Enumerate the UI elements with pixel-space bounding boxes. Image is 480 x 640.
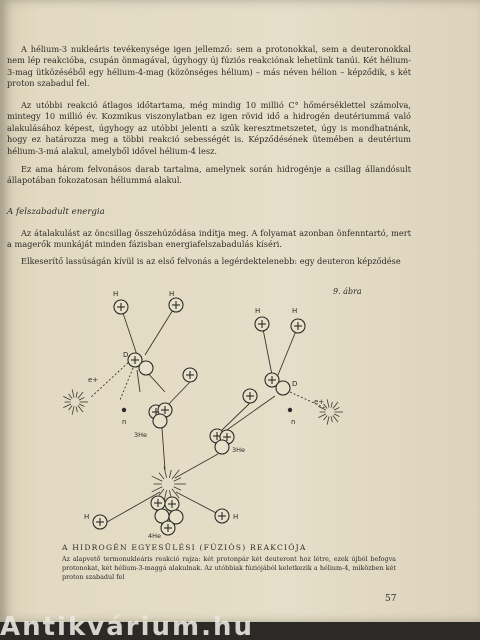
page-number: 57 bbox=[385, 594, 397, 604]
paragraph-3: Ez ama három felvonásos darab tartalma, amelynek során hidrogénje a csillag állandósult állapotában fokozatosan héliummá alakul. bbox=[7, 164, 411, 186]
proton-node bbox=[215, 509, 229, 523]
reaction-path bbox=[175, 454, 218, 478]
hydrogen-label: H bbox=[169, 290, 175, 298]
neutron-node bbox=[276, 381, 290, 395]
proton-node bbox=[165, 497, 179, 511]
reaction-path bbox=[162, 428, 165, 470]
proton-node bbox=[183, 368, 197, 382]
deuteron-label: D bbox=[292, 380, 298, 388]
neutrino-label: n bbox=[291, 418, 296, 426]
neutrino-label: n bbox=[122, 418, 127, 426]
proton-node bbox=[243, 389, 257, 403]
reaction-path bbox=[262, 324, 272, 375]
reaction-path bbox=[145, 305, 176, 355]
figure-label: 9. ábra bbox=[333, 287, 362, 296]
neutron-node bbox=[215, 440, 229, 454]
positron-label: e+ bbox=[314, 398, 325, 406]
proton-node bbox=[93, 515, 107, 529]
proton-node bbox=[169, 298, 183, 312]
reaction-path bbox=[278, 326, 298, 375]
paragraph-2: Az utóbbi reakció átlagos időtartama, még mindig 10 millió C° hőmérséklettel számolva, mintegy 10 millió év. Kozmikus viszonylatban ez igen rövid idő a hidrogén deutériummá való alakulásához képest, úgyhogy az utóbbi jelenti a szűk keresztmetszetet, úgy is mondhatnánk, hogy ez határozza meg a többi reakció sebességét is. Képződésének ütemében a deutérium hélium-3-má alakul, amelyből idővel hélium-4 lesz. bbox=[7, 100, 411, 156]
hydrogen-label: H bbox=[84, 513, 90, 521]
paragraph-1: A hélium-3 nukleáris tevékenysége igen jellemző: sem a protonokkal, sem a deuteronokkal nem lép reakcióba, csupán önmagával, úgyhogy új fúziós reakciónak lehetünk tanúi. Két hélium-3-mag ütközéséből egy hélium-4-mag (közönséges hélium) – más néven hélion – képződik, s két proton szabadul fel. bbox=[7, 44, 411, 89]
particle-dot bbox=[288, 408, 292, 412]
proton-node bbox=[291, 319, 305, 333]
proton-node bbox=[161, 521, 175, 535]
deuteron-label: D bbox=[123, 351, 129, 359]
emission-path bbox=[120, 368, 133, 400]
paragraph-4: Az átalakulást az öncsillag összehúzódása indítja meg. A folyamat azonban önfenntartó, mert a magerők munkáját minden fázisban energiafelszabadulás kíséri. bbox=[7, 228, 411, 250]
particle-dot bbox=[122, 408, 126, 412]
watermark: Antikvárium.hu bbox=[0, 612, 254, 640]
reaction-path bbox=[137, 370, 140, 392]
positron-label: e+ bbox=[88, 376, 99, 384]
proton-node bbox=[255, 317, 269, 331]
paragraph-5: Elkeserítő lassúságán kívül is az első felvonás a legérdektelenebb: egy deuteron képződése bbox=[21, 256, 401, 266]
caption-text: Az alapvető termonukleáris reakció rajza: két protonpár két deuteront hoz létre, ezek újból befogva protonokat, két hélium-3-maggá alakulnak. Az utóbbiak fúziójából keletkezik a hélium-4, miközben két proton szabadul fel bbox=[62, 555, 396, 581]
caption-title: A HIDROGÉN EGYESÜLÉSI (FÚZIÓS) REAKCIÓJA bbox=[62, 543, 307, 552]
hydrogen-label: H bbox=[255, 307, 261, 315]
hydrogen-label: H bbox=[113, 290, 119, 298]
proton-node bbox=[151, 496, 165, 510]
section-title: A felszabadult energia bbox=[7, 207, 105, 217]
hydrogen-label: H bbox=[292, 307, 298, 315]
helium3-label: 3He bbox=[134, 431, 148, 439]
reaction-path bbox=[176, 492, 222, 516]
helium4-label: 4He bbox=[148, 532, 162, 540]
neutron-node bbox=[153, 414, 167, 428]
neutron-node bbox=[139, 361, 153, 375]
helium3-label: 3He bbox=[232, 446, 246, 454]
reaction-path bbox=[121, 307, 137, 355]
hydrogen-label: H bbox=[233, 513, 239, 521]
energy-burst bbox=[63, 389, 88, 414]
proton-node bbox=[114, 300, 128, 314]
